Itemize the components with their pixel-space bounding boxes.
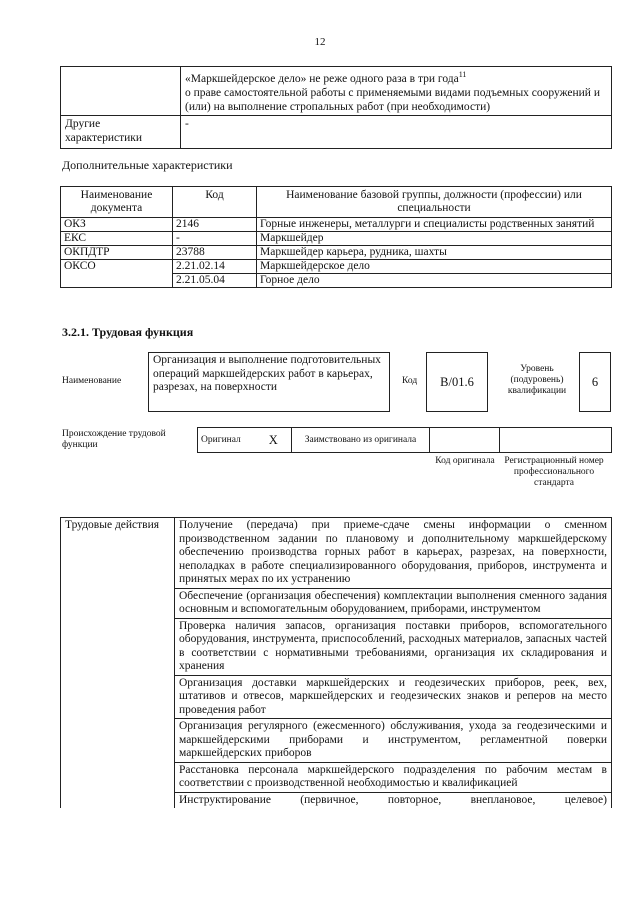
- name-label: Наименование: [62, 376, 122, 386]
- table-row: [61, 260, 612, 274]
- function-code-box: B/01.6: [426, 352, 488, 412]
- origin-table: [197, 427, 612, 453]
- name-cell: Маркшейдерское дело: [257, 260, 612, 274]
- column-header-document: Наименование документа: [61, 187, 173, 218]
- doc-cell: ОКЗ: [61, 218, 173, 232]
- code-label: Код: [402, 376, 418, 386]
- page-number: 12: [314, 36, 326, 48]
- section-title: 3.2.1. Трудовая функция: [62, 325, 194, 339]
- name-cell: Маркшейдер: [257, 232, 612, 246]
- labor-action: Обеспечение (организация обеспечения) комплектации выполнения сменного задания основным и вспомогательным оборудованием, приборами, инструментом: [175, 588, 612, 618]
- doc-cell: ОКСО: [61, 260, 173, 288]
- code-cell: 2.21.02.14: [173, 260, 257, 274]
- labor-action: Организация регулярного (ежесменного) обслуживания, ухода за геодезическими и маркшейдерскими приборами и инструментом, регламентной поверки маркшейдерских приборов: [175, 719, 612, 763]
- borrowed-label: Заимствовано из оригинала: [292, 428, 430, 453]
- table-row: [61, 115, 612, 148]
- qualification-level-box: 6: [579, 352, 611, 412]
- code-original-label: Код оригинала: [435, 456, 495, 466]
- column-header-code: Код: [173, 187, 257, 218]
- code-cell: 2146: [173, 218, 257, 232]
- original-mark: X: [256, 428, 292, 453]
- function-name-box: Организация и выполнение подготовительных операций маркшейдерских работ в карьерах, разрезах, на поверхности: [148, 352, 390, 412]
- table-header-row: [61, 187, 612, 218]
- origin-label: Происхождение трудовой функции: [62, 429, 166, 450]
- permission-text-cell: [181, 67, 612, 116]
- additional-characteristics-heading: Дополнительные характеристики: [62, 158, 233, 172]
- labor-actions-label: Трудовые действия: [61, 518, 175, 809]
- name-cell: Горные инженеры, металлурги и специалисты родственных занятий: [257, 218, 612, 232]
- permission-text-rest: о праве самостоятельной работы с применяемыми видами подъемных сооружений и (или) на выполнение стропальных работ (при необходимости): [185, 86, 600, 113]
- doc-cell: ОКПДТР: [61, 246, 173, 260]
- code-cell: 2.21.05.04: [173, 274, 257, 288]
- name-cell: Маркшейдер карьера, рудника, шахты: [257, 246, 612, 260]
- table-row: [61, 232, 612, 246]
- table-row: [61, 518, 612, 589]
- column-header-name: Наименование базовой группы, должности (профессии) или специальности: [257, 187, 612, 218]
- table-row: [61, 67, 612, 116]
- doc-cell: ЕКС: [61, 232, 173, 246]
- original-label: Оригинал: [198, 428, 256, 453]
- name-cell: Горное дело: [257, 274, 612, 288]
- code-cell: -: [173, 232, 257, 246]
- table-row: [61, 246, 612, 260]
- requirements-continuation-table: [60, 66, 612, 149]
- labor-action: Инструктирование (первичное, повторное, внеплановое, целевое): [175, 792, 612, 808]
- permission-text-line: «Маркшейдерское дело» не реже одного раза в три года: [185, 72, 459, 85]
- table-row: [198, 428, 612, 453]
- other-characteristics-label: Другие характеристики: [61, 115, 181, 148]
- code-cell: 23788: [173, 246, 257, 260]
- labor-action: Расстановка персонала маркшейдерского подразделения по рабочим местам в соответствии с производственной необходимостью и квалификацией: [175, 762, 612, 792]
- table-row: [61, 218, 612, 232]
- footnote-ref: 11: [458, 70, 467, 79]
- other-characteristics-value: -: [181, 115, 612, 148]
- reg-number-cell: [500, 428, 612, 453]
- reg-number-label: Регистрационный номер профессионального стандарта: [504, 456, 604, 488]
- labor-action: Проверка наличия запасов, организация поставки приборов, вспомогательного оборудования, инструмента, приспособлений, расходных материалов, запасных частей в соответствии с нормативными требованиями, организация их складирования и хранения: [175, 618, 612, 675]
- labor-action: Получение (передача) при приеме-сдаче смены информации о сменном производственном задании по плановому и дополнительному маркшейдерскому обеспечению производства горных работ в карьерах, разрезах, на поверхности, неполадках в работе специализированного оборудования, приборов, инструмента и принятых мерах по их устранению: [175, 518, 612, 589]
- labor-action: Организация доставки маркшейдерских и геодезических приборов, реек, вех, штативов и отвесов, маркшейдерских и геодезических знаков и реперов на место проведения работ: [175, 675, 612, 719]
- code-original-cell: [430, 428, 500, 453]
- labor-actions-table: [60, 517, 612, 808]
- qualification-level-label: Уровень (подуровень) квалификации: [507, 364, 567, 396]
- empty-label-cell: [61, 67, 181, 116]
- additional-characteristics-table: [60, 186, 612, 288]
